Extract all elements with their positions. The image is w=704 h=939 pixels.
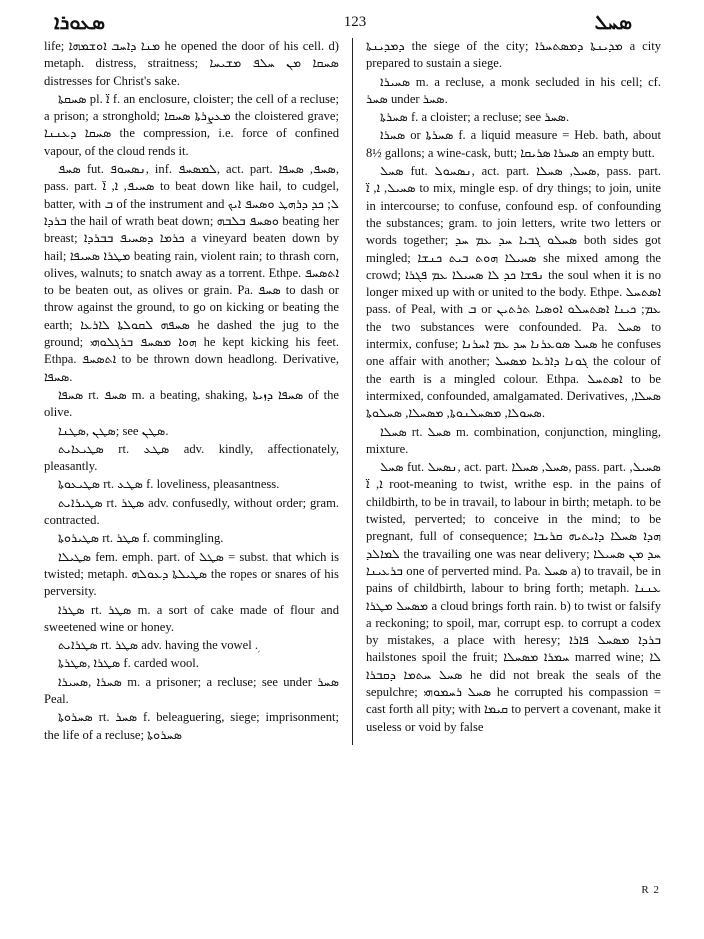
left-column [44,38,339,745]
dictionary-entry: ܣܚܪܐ ,ܣܚܝܪܐ m. a prisoner; a recluse; see under ܣܚܪ Peal. [44,674,339,706]
dictionary-entry: ܕܡܕܝܢܬܐ the siege of the city; ܡܕܝܢܬܐ ܕܡܣܬܚܪܐ a city prepared to sustain a siege. [366,39,661,71]
right-column [366,38,661,745]
column-divider [352,38,353,745]
dictionary-entry: ܣܚܪܘܬܐ rt. ܣܚܪ f. beleaguering, siege; imprisonment; the life of a recluse; ܣܚܪܘܬܐ [44,710,339,742]
dictionary-entry: ܣܛܪܐ rt. ܣܛܪ m. a sort of cake made of flour and sweetened wine or honey. [44,602,340,634]
page-header [44,8,666,38]
dictionary-entry: ܣܛܪܐ ,ܣܛܪܬܐ f. carded wool. [58,656,199,671]
dictionary-entry: ܣܚܠ fut. ܢܣܚܠ, act. part. ܣܚܠ, ܣܚܠܐ, pass. part. ܣܚܝܠ, ܐ, ܐ̈ root-meaning to twist, writhe esp. in the pains of childbirth, to be in travail, to labour in birth; metaph. to be twisted, perverted; to conceive in the mind; to be pregnant, full of consequence; ܗܕܐ ܣܚܠܐ ܕܐܝܬܝܗ ܩܪܝܒܐ ܠܡܐܠܕ the travailing one was near delivery; ܚܕ ܡܢ ܣܚܝܠܐ ܒܪܥܝܢܐ one of perverted mind. Pa. ܣܚܠ a) to travail, be in pains of childbirth, labour to bring forth; metaph. ܥܢܢܐ ܡܣܚܠ ܡܛܪܐ a cloud brings forth rain. b) to twist or falsify a reckoning; to spoil, mar, corrupt esp. to corrupt a codex by mistakes, a place with heresy; ܒܪܕܐ ܡܣܚܠ ܦܐܪܐ hailstones spoil the fruit; ܚܡܪܐ ܡܣܚܠܐ marred wine; ܠܐ ܣܚܠ ܚܬܡܐ ܕܩܒܪܐ he did not break the seals of the sepulchre; ܣܚܠ ܪܚܡܘܗܝ he corrupted his compassion = cast forth all pity; with ܩܝܡܐ to pervert a covenant, make it useless or void by false [366,460,662,734]
header-right-catchword: ܣܚܠ [594,10,632,34]
signature-mark: R 2 [641,884,660,896]
dictionary-entry: ܣܛܝܥܐܝܬ rt. ܣܛܥ adv. kindly, affectionately, pleasantly. [44,441,339,474]
dictionary-entry: ܣܚܦܐ rt. ܣܚܦ m. a beating, shaking, ܣܚܦܐ ܕܙܝܬܐ of the olive. [44,387,340,420]
page-number: 123 [343,14,367,30]
dictionary-entry: life; ܡܢܐ ܕܐܚܒ ܐܘܫܡܗܐ he opened the door of his cell. d) metaph. distress, straitness; ܣܚܩܐ ܡܢ ܚܠܦ ܡܫܝܚܐ distresses for Christ's sake. [44,39,339,88]
dictionary-entry: ܣܛܝܥܘܬܐ rt. ܣܛܥ f. loveliness, pleasantness. [58,477,280,492]
header-left-catchword: ܣܥܘܪܐ [54,10,106,34]
dictionary-entry: ܣܛܪܐܝܬ rt. ܣܛܪ adv. having the vowel ܼ. [58,638,258,653]
dictionary-entry: ܣܚܪܐ or ܣܚܪܬܐ f. a liquid measure = Heb. bath, about 8½ gallons; a wine-cask, butt; ܣܚܪܐ ܣܪܝܩܐ an empty butt. [366,128,661,160]
dictionary-entry: ܣܛܝܪܐܝܬ rt. ܣܛܪ adv. confusedly, without order; gram. contracted. [44,495,340,528]
dictionary-entry: ܣܚܠܐ rt. ܣܚܠ m. combination, conjunction, mingling, mixture. [366,424,661,456]
dictionary-entry: ܣܚܝܪܐ m. a recluse, a monk secluded in his cell; cf. ܣܚܪ under ܣܚܪ. [366,74,661,106]
dictionary-entry: ܣܛܝܠܐ fem. emph. part. of ܣܛܠ = subst. that which is twisted; metaph. ܣܛܝܠܬܐ ܕܥܘܠܗ the ropes or snares of his perversity. [44,549,339,599]
dictionary-entry: ܣܚܦ fut. ܢܣܚܘܦ, inf. ܠܡܣܚܦ, act. part. ܣܚܦ, ܣܚܦܐ, pass. part. ܣܚܝܦ, ܐ, ܐ̈ to beat down like hail, to cudgel, batter, with ܒ of the instrument and ܠ; ܟܕ ܕܪܗܛ ܘܣܚܦ ܐܝܟ ܒܪܕܐ the hail of wrath beat down; ܘܣܚܦ ܒܠܒܗ beating her breast; ܟܪܡܐ ܕܣܚܝܦ ܒܒܪܕܐ a vineyard beaten down by hail; ܡܛܪܐ ܣܚܝܦܐ beating rain, violent rain; to thrash corn, olives, walnuts; to snatch away as a torrent. Ethpe. ܐܬܣܚܦ to be beaten out, as olives or grain. Pa. ܣܚܦ to dash or throw against the ground, to go on kicking or beating the earth; ܣܚܦܗ ܠܩܘܠܬܐ ܠܐܪܥܐ he dashed the jug to the ground; ܗܘܐ ܡܣܚܦ ܒܪܓܠܘܗܝ he kept kicking his feet. Ethpa. ܐܬܣܚܦ to be thrown down headlong. Derivative, ܣܚܦܐ. [44,162,340,384]
dictionary-entry: ܣܚܪܬܐ f. a cloister; a recluse; see ܣܚܪ. [380,110,570,125]
dictionary-entry: ܣܛܝܪܘܬܐ rt. ܣܛܪ f. commingling. [58,531,224,546]
dictionary-entry: ܣܚܠ fut. ܢܣܚܘܠ, act. part. ܣܚܠ, ܣܚܠܐ, pass. part. ܣܚܝܠ, ܐ, ܐ̈ to mix, mingle esp. of dry things; to join, unite in intercourse; to confuse, confound esp. of confounding the substances; gram. to join letters, write two letters or words together; ܣܚܠܘ ܓܒܝܐ ܚܕ ܥܡ ܚܕ both sides got mingled; ܣܚܝܠܐ ܗܘܬ ܒܝܬ ܟܢܫܐ she mixed among the crowd; ܢܦܫܐ ܟܕ ܠܐ ܣܚܝܠܐ ܥܡ ܦܓܪܐ the soul when it is no longer mixed up with or united to the body. Ethpe. ܐܣܬܚܠ pass. of Peal, with ܒ or ܥܡ; ܟܝܢܐ ܐܣܬܚܠܘ ܐܘܣܝܐ ܬܪܬܝܢ the two substances were confounded. Pa. ܣܚܠ to intermix, confuse; ܣܚܠ ܣܘܥܪܢܐ ܚܕ ܥܡ ܐܚܪܢܐ he confuses one affair with another; ܓܘܢܐ ܕܐܪܥܐ ܡܣܚܠ the colour of the earth is a mingled colour. Ethpa. ܐܣܬܚܠ to be intermixed, confounded, amalgamated. Derivatives, ܣܚܠܐ, ܣܚܘܠܐ, ܡܣܚܠܢܘܬܐ, ܡܣܚܠܐ, ܣܚܠܘܬܐ. [366,164,662,421]
dictionary-entry: ܣܛܢ ,ܣܛܢܐ; see ܣܛܢ. [58,423,169,438]
dictionary-entry: ܣܚܩܬܐ pl. ܐ̈ f. an enclosure, cloister; the cell of a recluse; a prison; a stronghold; ܡܥܨܪܬܐ ܣܚܩܐ the cloistered grave; ܣܚܩܐ ܕܥܢܢܐ the compression, i.e. force of confined vapour, of the cloud rends it. [44,91,339,158]
two-column-body [44,38,666,745]
